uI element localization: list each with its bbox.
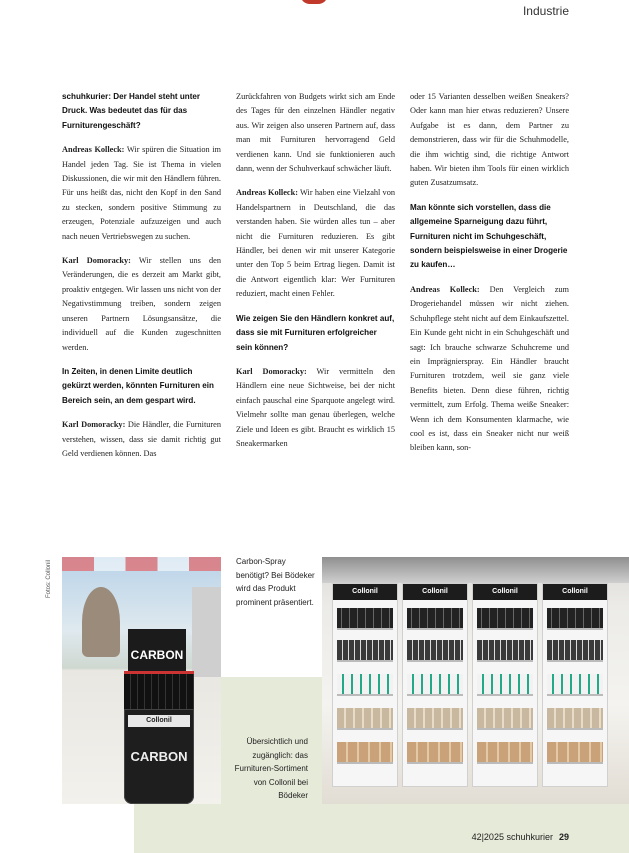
shelf-unit bbox=[332, 583, 398, 787]
shelf-unit bbox=[542, 583, 608, 787]
shelf-row bbox=[547, 708, 603, 730]
speaker-name: Karl Domoracky: bbox=[62, 420, 126, 430]
speaker-name: Andreas Kolleck: bbox=[236, 188, 298, 198]
shelf-row bbox=[547, 608, 603, 630]
interview-question: In Zeiten, in denen Limite deutlich gekürzt werden, könnten Furnituren ein Bereich sein, an dem gespart wird. bbox=[62, 366, 214, 405]
answer-continuation: Zurückfahren von Budgets wirkt sich am Ende des Tages für den einzelnen Händler negativ aus. Wir zeigen also unseren Partnern auf, dass man mit Furnituren hervorragend Geld verdienen kann. Und sie funktionieren auch dann, wenn der Schuhverkauf schwächer läuft. bbox=[236, 92, 395, 174]
interview-question: Wie zeigen Sie den Händlern konkret auf, dass sie mit Furnituren erfolgreicher sein können? bbox=[236, 313, 395, 352]
shelf-row bbox=[407, 608, 463, 630]
caption-carbon: Carbon-Spray benötigt? Bei Bödeker wird das Produkt prominent präsentiert. bbox=[236, 557, 315, 607]
awning-shape bbox=[62, 557, 221, 571]
shelf-row bbox=[337, 708, 393, 730]
shelf-brand-label: Collonil bbox=[473, 584, 537, 600]
shelf-row bbox=[547, 640, 603, 662]
ceiling-shape bbox=[322, 557, 629, 583]
answer-text: Die Händler, die Furnituren verstehen, wissen, dass sie damit richtig gut Geld verdienen können. Das bbox=[62, 420, 221, 458]
interview-answer bbox=[410, 283, 569, 456]
answer-text: Den Vergleich zum Drogeriehandel müssen wir nicht ziehen. Schuhpflege steht nicht auf dem Einkaufszettel. Ein Kunde geht nicht in ein Schuhgeschäft und sagt: Ich brauche schwarze Schuhcreme und ein Imprägnierspray. Ein Händler braucht Furnituren trotzdem, weil sie ganz viele Benefits bieten. Denn diese führen, richtig vermittelt, zum Erfolg. Thema weiße Sneaker: Wenn ich dem Konsumenten klarmache, wie cool es ist, dass ein Sneaker nicht nur weiß bleiben kann, son- bbox=[410, 284, 570, 453]
shelf-row bbox=[407, 674, 463, 696]
interview-answer bbox=[236, 186, 395, 301]
carbon-spray-stand bbox=[124, 629, 198, 804]
page-number: 29 bbox=[558, 832, 569, 842]
article-column-3 bbox=[410, 90, 569, 466]
carbon-sign: CARBON bbox=[128, 629, 186, 681]
shelf-row bbox=[407, 708, 463, 730]
interview-answer bbox=[236, 365, 395, 451]
interview-question: schuhkurier: Der Handel steht unter Druck. Was bedeutet das für das Furniturengeschäft? bbox=[62, 92, 201, 130]
shelf-row bbox=[407, 742, 463, 764]
display-drum bbox=[124, 709, 194, 804]
photo-credit: Fotos: Collonil bbox=[46, 559, 52, 598]
shelf-row bbox=[547, 742, 603, 764]
interview-answer bbox=[62, 254, 221, 355]
shelf-row bbox=[477, 708, 533, 730]
mirror-shape bbox=[82, 587, 120, 657]
shelf-row bbox=[477, 608, 533, 630]
speaker-name: Andreas Kolleck: bbox=[62, 145, 125, 155]
shelf-row bbox=[477, 674, 533, 696]
interview-answer bbox=[62, 143, 221, 244]
shelf-row bbox=[337, 640, 393, 662]
answer-text: Wir haben eine Vielzahl von Handelspartnern in Deutschland, die das verstanden haben. Sie würden alles tun – aber nicht die Furnituren reduzieren. Es gibt Händler, bei denen wir mit unserer Kategorie unter den Top 5 beim Ertrag liegen. Damit ist die Antwort eigentlich klar: Wer Furnituren reduziert, macht einen Fehler. bbox=[236, 188, 395, 299]
shelf-row bbox=[337, 674, 393, 696]
section-label: Industrie bbox=[522, 4, 569, 18]
shelf-row bbox=[547, 674, 603, 696]
shelf-row bbox=[477, 742, 533, 764]
answer-continuation: oder 15 Varianten desselben weißen Sneakers? Oder kann man hier etwas reduzieren? Unsere Aufgabe ist es dann, dem Partner zu demonstrieren, dass wir für die Schuhmodelle, die ihm wichtig sind, die richtige Antwort haben. Wir bieten ihm Tools für einen wirklich guten Zusatzumsatz. bbox=[410, 92, 569, 188]
shelf-row bbox=[477, 640, 533, 662]
spray-cans bbox=[124, 671, 194, 714]
answer-text: Wir spüren die Situation im Handel jeden Tag. Sie ist Thema in vielen Diskussionen, die wir mit den Händlern führen. Für uns heißt das, nicht den Kopf in den Sand zu stecken, sondern positive Stimmung zu erzeugen, Potenziale aufzuzeigen und auch nach neuen Vertriebswegen zu suchen. bbox=[62, 145, 222, 241]
caption-assortment: Übersichtlich und zugänglich: das Furnituren-Sortiment von Collonil bei Bödeker bbox=[234, 737, 308, 800]
interview-answer bbox=[62, 418, 221, 461]
article-column-1 bbox=[62, 90, 221, 471]
issue-label: 42|2025 schuhkurier bbox=[471, 832, 553, 842]
speaker-name: Andreas Kolleck: bbox=[410, 284, 480, 294]
article-column-2 bbox=[236, 90, 395, 461]
speaker-name: Karl Domoracky: bbox=[62, 256, 131, 266]
photo-carbon-display bbox=[62, 557, 221, 804]
drum-carbon-text: CARBON bbox=[130, 749, 188, 764]
shelf-brand-label: Collonil bbox=[403, 584, 467, 600]
shelf-brand-label: Collonil bbox=[333, 584, 397, 600]
interview-question: Man könnte sich vorstellen, dass die allgemeine Sparneigung dazu führt, Furnituren nicht im Schuhgeschäft, sondern beispielsweise in einer Drogerie zu kaufen… bbox=[410, 202, 568, 270]
page-footer bbox=[472, 832, 569, 842]
photo-collonil-shelves bbox=[322, 557, 629, 804]
speaker-name: Karl Domoracky: bbox=[236, 366, 307, 376]
answer-text: Wir stellen uns den Veränderungen, die es derzeit am Markt gibt, proaktiv entgegen. Wir lassen uns nicht von der Negativstimmung treiben, sondern zeigen unseren Partnern Lösungsansätze, die individuell auf die Kunden zugeschnitten werden. bbox=[62, 256, 221, 352]
shelf-row bbox=[407, 640, 463, 662]
shelf-brand-label: Collonil bbox=[543, 584, 607, 600]
shelf-row bbox=[337, 608, 393, 630]
shelf-unit bbox=[402, 583, 468, 787]
shelf-unit bbox=[472, 583, 538, 787]
shelf-row bbox=[337, 742, 393, 764]
answer-text: Wir vermitteln den Händlern eine neue Sichtweise, bei der nicht einfach pauschal eine Sparquote angelegt wird. Vielmehr sollte man genau überlegen, welche Ziele und Ideen es gibt. Braucht es wirklich 15 Sneakermarken bbox=[236, 366, 395, 448]
drum-brand-label: Collonil bbox=[128, 715, 190, 727]
header-accent-shape bbox=[300, 0, 328, 4]
